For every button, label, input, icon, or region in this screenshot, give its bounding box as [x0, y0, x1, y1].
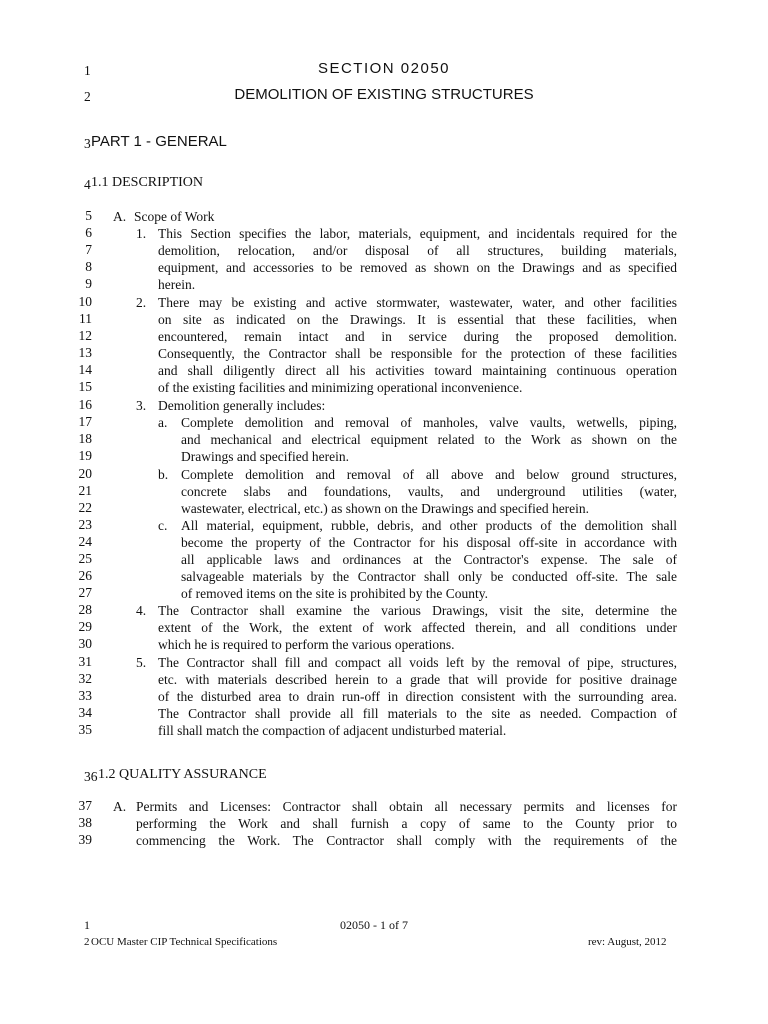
- line-number: 34: [78, 705, 92, 720]
- line-number: 21: [78, 483, 92, 498]
- list-marker: 2.: [136, 295, 147, 310]
- list-marker: A.: [113, 209, 127, 224]
- spec-title: OCU Master CIP Technical Specifications: [91, 936, 278, 948]
- text-line: Drawings and specified herein.: [181, 449, 349, 464]
- line-number: 35: [78, 722, 92, 737]
- line-number: 18: [78, 431, 92, 446]
- part-heading: PART 1 - GENERAL: [91, 133, 227, 150]
- section-title: SECTION 02050: [317, 60, 451, 77]
- line-number: 8: [85, 259, 92, 274]
- text-line: All material, equipment, rubble, debris, and other products of the demolition shall: [181, 518, 677, 533]
- text-line: There may be existing and active stormwater, wastewater, water, and other facilities: [158, 295, 677, 310]
- line-number: 19: [78, 448, 92, 463]
- text-line: The Contractor shall fill and compact all voids left by the removal of pipe, structures,: [158, 655, 677, 670]
- list-marker: A.: [113, 799, 127, 814]
- line-number: 20: [78, 466, 92, 481]
- list-marker: 3.: [136, 398, 147, 413]
- text-line: concrete slabs and foundations, vaults, and underground utilities (water,: [181, 484, 677, 499]
- line-number: 6: [85, 225, 92, 240]
- text-line: Consequently, the Contractor shall be responsible for the protection of these facilities: [158, 346, 677, 361]
- text-line: become the property of the Contractor for his disposal off-site in accordance with: [181, 535, 677, 550]
- text-line: equipment, and accessories to be removed as shown on the Drawings and as specified: [158, 260, 677, 275]
- line-number: 3: [84, 136, 91, 151]
- text-line: of the disturbed area to drain run-off in direction consistent with the surrounding area.: [158, 689, 677, 704]
- line-number: 13: [78, 345, 92, 360]
- line-number: 17: [78, 414, 92, 429]
- line-number: 10: [78, 294, 92, 309]
- text-line: on site as indicated on the Drawings. It is essential that these facilities, when: [158, 312, 677, 327]
- text-line: performing the Work and shall furnish a copy of same to the County prior to: [136, 816, 677, 831]
- text-line: which he is required to perform the various operations.: [158, 637, 455, 652]
- text-line: encountered, remain intact and in service during the proposed demolition.: [158, 329, 677, 344]
- line-number: 5: [85, 208, 92, 223]
- text-line: Demolition generally includes:: [158, 398, 326, 413]
- page-number: 02050 - 1 of 7: [340, 918, 408, 932]
- line-number: 15: [78, 379, 92, 394]
- text-line: demolition, relocation, and/or disposal of all structures, building materials,: [158, 243, 677, 258]
- text-line: wastewater, electrical, etc.) as shown on the Drawings and specified herein.: [181, 501, 590, 516]
- line-number: 29: [78, 619, 92, 634]
- text-line: extent of the Work, the extent of work affected therein, and all conditions under: [158, 620, 677, 635]
- line-number: 2: [84, 89, 91, 104]
- list-marker: b.: [158, 467, 169, 482]
- text-line: The Contractor shall provide all fill materials to the site as needed. Compaction of: [158, 706, 677, 721]
- footer-line-number: 1: [84, 918, 90, 932]
- line-number: 39: [78, 832, 92, 847]
- line-number: 33: [78, 688, 92, 703]
- line-number: 24: [78, 534, 92, 549]
- line-number: 12: [78, 328, 92, 343]
- line-number: 36: [84, 769, 98, 784]
- text-line: herein.: [158, 277, 196, 292]
- text-line: of the existing facilities and minimizing operational inconvenience.: [158, 380, 523, 395]
- text-line: fill shall match the compaction of adjacent undisturbed material.: [158, 723, 507, 738]
- line-number: 7: [85, 242, 92, 257]
- revision-date: rev: August, 2012: [588, 936, 667, 948]
- subsection-heading: 1.1 DESCRIPTION: [91, 175, 204, 190]
- line-number: 23: [78, 517, 92, 532]
- text-line: and mechanical and electrical equipment related to the Work as shown on the: [181, 432, 677, 447]
- list-marker: 5.: [136, 655, 147, 670]
- text-line: Permits and Licenses: Contractor shall obtain all necessary permits and licenses for: [136, 799, 677, 814]
- text-line: commencing the Work. The Contractor shall comply with the requirements of the: [136, 833, 677, 848]
- line-number: 1: [84, 63, 91, 78]
- line-number: 31: [78, 654, 92, 669]
- text-line: of removed items on the site is prohibited by the County.: [181, 586, 488, 601]
- list-marker: c.: [158, 518, 168, 533]
- line-number: 9: [85, 276, 92, 291]
- line-number: 26: [78, 568, 92, 583]
- text-line: salvageable materials by the Contractor shall only be conducted off-site. The sale: [181, 569, 677, 584]
- list-marker: 4.: [136, 603, 147, 618]
- text-line: Complete demolition and removal of manholes, valve vaults, wetwells, piping,: [181, 415, 677, 430]
- text-line: The Contractor shall examine the various Drawings, visit the site, determine the: [158, 603, 677, 618]
- list-marker: 1.: [136, 226, 147, 241]
- text-line: all applicable laws and ordinances at the Contractor's expense. The sale of: [181, 552, 677, 567]
- line-number: 27: [78, 585, 92, 600]
- line-number: 32: [78, 671, 92, 686]
- subsection-heading: 1.2 QUALITY ASSURANCE: [98, 767, 267, 782]
- text-line: etc. with materials described herein to a grade that will provide for positive drainage: [158, 672, 677, 687]
- line-number: 37: [78, 798, 92, 813]
- line-number: 11: [79, 311, 92, 326]
- footer-line-number: 2: [84, 936, 90, 948]
- line-number: 30: [78, 636, 92, 651]
- line-number: 28: [78, 602, 92, 617]
- line-number: 22: [78, 500, 92, 515]
- line-number: 25: [78, 551, 92, 566]
- line-number: 4: [84, 177, 91, 192]
- text-line: and shall diligently direct all his activities toward maintaining continuous operation: [158, 363, 677, 378]
- line-number: 14: [78, 362, 92, 377]
- text-line: Scope of Work: [134, 209, 215, 224]
- list-marker: a.: [158, 415, 168, 430]
- section-subtitle: DEMOLITION OF EXISTING STRUCTURES: [234, 86, 534, 103]
- line-number: 16: [78, 397, 92, 412]
- text-line: This Section specifies the labor, materials, equipment, and incidentals required for the: [158, 226, 677, 241]
- line-number: 38: [78, 815, 92, 830]
- text-line: Complete demolition and removal of all above and below ground structures,: [181, 467, 677, 482]
